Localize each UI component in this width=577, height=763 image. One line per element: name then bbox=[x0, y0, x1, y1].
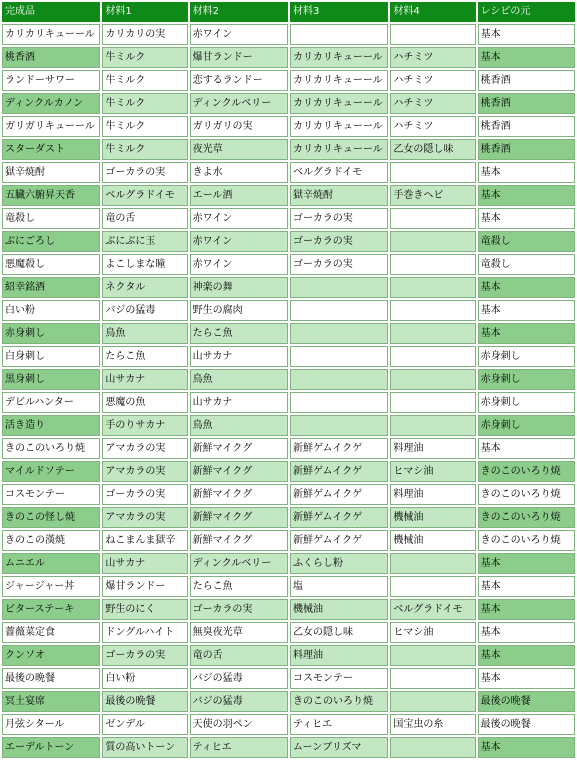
product-cell: カリカリキューール bbox=[2, 24, 100, 45]
recipe-source-cell: 基本 bbox=[478, 737, 575, 758]
material-4-cell: 機械油 bbox=[390, 530, 475, 551]
recipe-source-cell: 基本 bbox=[478, 323, 575, 344]
material-1-cell: 牛ミルク bbox=[102, 47, 187, 68]
recipe-source-cell: 桃香酒 bbox=[478, 93, 575, 114]
material-2-cell: きよ水 bbox=[190, 162, 288, 183]
material-1-cell: 山サカナ bbox=[102, 369, 187, 390]
recipe-source-cell: 基本 bbox=[478, 553, 575, 574]
product-cell: ガリガリキューール bbox=[2, 116, 100, 137]
material-1-cell: ぶにぶに玉 bbox=[102, 231, 187, 252]
table-row bbox=[2, 346, 575, 367]
material-4-cell bbox=[390, 392, 475, 413]
table-row bbox=[2, 507, 575, 528]
material-4-cell bbox=[390, 254, 475, 275]
material-4-cell: ハチミツ bbox=[390, 116, 475, 137]
material-1-cell: ねこまんま獄辛 bbox=[102, 530, 187, 551]
material-1-cell: ドングルハイト bbox=[102, 622, 187, 643]
material-1-cell: 牛ミルク bbox=[102, 116, 187, 137]
material-2-cell: ティヒエ bbox=[190, 737, 288, 758]
recipe-source-cell: 基本 bbox=[478, 47, 575, 68]
material-3-cell bbox=[290, 415, 388, 436]
recipe-source-cell: 最後の晩餐 bbox=[478, 714, 575, 735]
material-3-cell: ゴーカラの実 bbox=[290, 231, 388, 252]
product-cell: 白い粉 bbox=[2, 300, 100, 321]
material-1-cell: ゼンデル bbox=[102, 714, 187, 735]
material-4-cell: 料理油 bbox=[390, 438, 475, 459]
recipe-source-cell: 桃香酒 bbox=[478, 139, 575, 160]
material-2-cell: 天使の羽ペン bbox=[190, 714, 288, 735]
material-1-cell: 竜の舌 bbox=[102, 208, 187, 229]
product-cell: 五臓六腑昇天香 bbox=[2, 185, 100, 206]
table-row bbox=[2, 369, 575, 390]
material-3-cell: きのこのいろり焼 bbox=[290, 691, 388, 712]
header-row bbox=[2, 2, 575, 22]
material-1-cell: ゴーカラの実 bbox=[102, 484, 187, 505]
material-2-cell: 新鮮マイクグ bbox=[190, 484, 288, 505]
material-2-cell: 鳥魚 bbox=[190, 369, 288, 390]
table-row bbox=[2, 231, 575, 252]
material-1-cell: アマカラの実 bbox=[102, 461, 187, 482]
product-cell: エーデルトーン bbox=[2, 737, 100, 758]
table-row bbox=[2, 323, 575, 344]
product-cell: マイルドソテー bbox=[2, 461, 100, 482]
material-3-cell: カリカリキューール bbox=[290, 139, 388, 160]
material-2-cell: 野生の腐肉 bbox=[190, 300, 288, 321]
recipe-body bbox=[2, 24, 575, 758]
header-recipe-source: レシピの元 bbox=[478, 2, 575, 22]
material-3-cell: ゴーカラの実 bbox=[290, 254, 388, 275]
material-1-cell: たらこ魚 bbox=[102, 346, 187, 367]
material-3-cell: ムーンブリズマ bbox=[290, 737, 388, 758]
material-3-cell bbox=[290, 369, 388, 390]
product-cell: コスモンテー bbox=[2, 484, 100, 505]
material-3-cell: 新鮮ゲムイクゲ bbox=[290, 530, 388, 551]
recipe-source-cell: 桃香酒 bbox=[478, 116, 575, 137]
recipe-source-cell: 竜殺し bbox=[478, 231, 575, 252]
material-1-cell: 牛ミルク bbox=[102, 93, 187, 114]
material-1-cell: ゴーカラの実 bbox=[102, 645, 187, 666]
table-row bbox=[2, 668, 575, 689]
product-cell: ジャージャー丼 bbox=[2, 576, 100, 597]
material-4-cell bbox=[390, 737, 475, 758]
recipe-source-cell: 赤身刺し bbox=[478, 415, 575, 436]
table-row bbox=[2, 461, 575, 482]
recipe-source-cell: 最後の晩餐 bbox=[478, 691, 575, 712]
table-row bbox=[2, 116, 575, 137]
material-2-cell: 鳥魚 bbox=[190, 415, 288, 436]
material-3-cell bbox=[290, 392, 388, 413]
recipe-source-cell: 赤身刺し bbox=[478, 392, 575, 413]
product-cell: 悪魔殺し bbox=[2, 254, 100, 275]
product-cell: ディンクルカノン bbox=[2, 93, 100, 114]
product-cell: 月弦シタール bbox=[2, 714, 100, 735]
material-1-cell: 手のりサカナ bbox=[102, 415, 187, 436]
material-2-cell: ゴーカラの実 bbox=[190, 599, 288, 620]
material-3-cell bbox=[290, 300, 388, 321]
header-material-1: 材料1 bbox=[102, 2, 187, 22]
material-1-cell: 牛ミルク bbox=[102, 70, 187, 91]
material-1-cell: バジの猛毒 bbox=[102, 300, 187, 321]
material-1-cell: 山サカナ bbox=[102, 553, 187, 574]
material-1-cell: 爆甘ランドー bbox=[102, 576, 187, 597]
table-row bbox=[2, 576, 575, 597]
material-2-cell: たらこ魚 bbox=[190, 576, 288, 597]
material-4-cell: 料理油 bbox=[390, 484, 475, 505]
product-cell: 活き造り bbox=[2, 415, 100, 436]
table-row bbox=[2, 70, 575, 91]
material-4-cell bbox=[390, 208, 475, 229]
table-row bbox=[2, 714, 575, 735]
material-2-cell: 赤ワイン bbox=[190, 208, 288, 229]
recipe-source-cell: きのこのいろり焼 bbox=[478, 530, 575, 551]
product-cell: 獄辛焼酎 bbox=[2, 162, 100, 183]
table-row bbox=[2, 300, 575, 321]
material-1-cell: よこしまな瞳 bbox=[102, 254, 187, 275]
product-cell: 最後の晩餐 bbox=[2, 668, 100, 689]
material-1-cell: ゴーカラの実 bbox=[102, 162, 187, 183]
material-3-cell: 料理油 bbox=[290, 645, 388, 666]
recipe-source-cell: 基本 bbox=[478, 438, 575, 459]
material-4-cell: ベルグラドイモ bbox=[390, 599, 475, 620]
table-row bbox=[2, 553, 575, 574]
product-cell: スターダスト bbox=[2, 139, 100, 160]
material-1-cell: 最後の晩餐 bbox=[102, 691, 187, 712]
material-4-cell: 乙女の隠し味 bbox=[390, 139, 475, 160]
recipe-source-cell: 基本 bbox=[478, 668, 575, 689]
recipe-source-cell: 基本 bbox=[478, 622, 575, 643]
recipe-source-cell: 赤身刺し bbox=[478, 369, 575, 390]
material-4-cell bbox=[390, 231, 475, 252]
recipe-source-cell: 基本 bbox=[478, 162, 575, 183]
material-4-cell bbox=[390, 300, 475, 321]
header-material-4: 材料4 bbox=[390, 2, 475, 22]
product-cell: きのこの漢焼 bbox=[2, 530, 100, 551]
product-cell: デビルハンター bbox=[2, 392, 100, 413]
material-3-cell: 乙女の隠し味 bbox=[290, 622, 388, 643]
header-product: 完成品 bbox=[2, 2, 100, 22]
material-1-cell: 悪魔の魚 bbox=[102, 392, 187, 413]
table-row bbox=[2, 208, 575, 229]
material-2-cell: 赤ワイン bbox=[190, 231, 288, 252]
material-4-cell bbox=[390, 645, 475, 666]
material-2-cell: 赤ワイン bbox=[190, 254, 288, 275]
product-cell: 黒身刺し bbox=[2, 369, 100, 390]
table-row bbox=[2, 254, 575, 275]
material-4-cell: ハチミツ bbox=[390, 47, 475, 68]
product-cell: 白身刺し bbox=[2, 346, 100, 367]
table-row bbox=[2, 484, 575, 505]
material-3-cell: ベルグラドイモ bbox=[290, 162, 388, 183]
table-row bbox=[2, 24, 575, 45]
material-3-cell: 新鮮ゲムイクゲ bbox=[290, 484, 388, 505]
material-1-cell: カリカリの実 bbox=[102, 24, 187, 45]
material-3-cell bbox=[290, 323, 388, 344]
product-cell: 冥土宴席 bbox=[2, 691, 100, 712]
material-3-cell: ゴーカラの実 bbox=[290, 208, 388, 229]
recipe-source-cell: 基本 bbox=[478, 300, 575, 321]
product-cell: ビターステーキ bbox=[2, 599, 100, 620]
material-1-cell: 白い粉 bbox=[102, 668, 187, 689]
table-row bbox=[2, 47, 575, 68]
material-2-cell: ガリガリの実 bbox=[190, 116, 288, 137]
material-1-cell: ベルグラドイモ bbox=[102, 185, 187, 206]
recipe-source-cell: 基本 bbox=[478, 599, 575, 620]
recipe-source-cell: 基本 bbox=[478, 277, 575, 298]
material-4-cell bbox=[390, 691, 475, 712]
product-cell: きのこの怪し焼 bbox=[2, 507, 100, 528]
material-3-cell: 獄辛焼酎 bbox=[290, 185, 388, 206]
material-2-cell: 夜光草 bbox=[190, 139, 288, 160]
material-2-cell: 赤ワイン bbox=[190, 24, 288, 45]
table-row bbox=[2, 93, 575, 114]
material-4-cell bbox=[390, 346, 475, 367]
material-3-cell: カリカリキューール bbox=[290, 47, 388, 68]
material-2-cell: 爆甘ランドー bbox=[190, 47, 288, 68]
material-2-cell: ディンクルベリー bbox=[190, 93, 288, 114]
table-row bbox=[2, 139, 575, 160]
material-4-cell bbox=[390, 369, 475, 390]
material-2-cell: たらこ魚 bbox=[190, 323, 288, 344]
recipe-source-cell: 基本 bbox=[478, 185, 575, 206]
material-2-cell: バジの猛毒 bbox=[190, 691, 288, 712]
recipe-source-cell: 桃香酒 bbox=[478, 70, 575, 91]
material-4-cell bbox=[390, 24, 475, 45]
material-3-cell bbox=[290, 277, 388, 298]
material-3-cell: カリカリキューール bbox=[290, 93, 388, 114]
recipe-source-cell: 基本 bbox=[478, 24, 575, 45]
material-4-cell: 手巻きヘビ bbox=[390, 185, 475, 206]
material-2-cell: 神楽の舞 bbox=[190, 277, 288, 298]
product-cell: きのこのいろり焼 bbox=[2, 438, 100, 459]
material-4-cell: ハチミツ bbox=[390, 93, 475, 114]
recipe-source-cell: 竜殺し bbox=[478, 254, 575, 275]
material-1-cell: アマカラの実 bbox=[102, 507, 187, 528]
product-cell: 薔薇菜定食 bbox=[2, 622, 100, 643]
material-4-cell bbox=[390, 415, 475, 436]
material-4-cell: ヒマシ油 bbox=[390, 622, 475, 643]
material-3-cell: ティヒエ bbox=[290, 714, 388, 735]
recipe-source-cell: きのこのいろり焼 bbox=[478, 461, 575, 482]
material-3-cell: 塩 bbox=[290, 576, 388, 597]
material-4-cell bbox=[390, 576, 475, 597]
product-cell: ムニエル bbox=[2, 553, 100, 574]
material-2-cell: 新鮮マイクグ bbox=[190, 507, 288, 528]
material-2-cell: バジの猛毒 bbox=[190, 668, 288, 689]
material-4-cell: ハチミツ bbox=[390, 70, 475, 91]
recipe-source-cell: 基本 bbox=[478, 208, 575, 229]
material-1-cell: 鳥魚 bbox=[102, 323, 187, 344]
material-2-cell: 無臭夜光草 bbox=[190, 622, 288, 643]
material-1-cell: ネクタル bbox=[102, 277, 187, 298]
material-4-cell bbox=[390, 553, 475, 574]
recipe-source-cell: 赤身刺し bbox=[478, 346, 575, 367]
material-2-cell: 新鮮マイクグ bbox=[190, 461, 288, 482]
material-4-cell bbox=[390, 277, 475, 298]
material-3-cell: コスモンテー bbox=[290, 668, 388, 689]
material-4-cell: 国宝虫の糸 bbox=[390, 714, 475, 735]
product-cell: ランドーサワー bbox=[2, 70, 100, 91]
product-cell: クンソオ bbox=[2, 645, 100, 666]
table-row bbox=[2, 645, 575, 666]
table-row bbox=[2, 162, 575, 183]
material-3-cell: 新鮮ゲムイクゲ bbox=[290, 507, 388, 528]
recipe-source-cell: 基本 bbox=[478, 645, 575, 666]
material-2-cell: 恋するランドー bbox=[190, 70, 288, 91]
product-cell: 竜殺し bbox=[2, 208, 100, 229]
material-3-cell bbox=[290, 24, 388, 45]
table-row bbox=[2, 599, 575, 620]
recipe-source-cell: きのこのいろり焼 bbox=[478, 484, 575, 505]
table-row bbox=[2, 438, 575, 459]
table-row bbox=[2, 277, 575, 298]
material-2-cell: 新鮮マイクグ bbox=[190, 438, 288, 459]
material-2-cell: 竜の舌 bbox=[190, 645, 288, 666]
material-3-cell: カリカリキューール bbox=[290, 116, 388, 137]
table-row bbox=[2, 185, 575, 206]
material-2-cell: 山サカナ bbox=[190, 392, 288, 413]
product-cell: 赤身刺し bbox=[2, 323, 100, 344]
material-3-cell: 新鮮ゲムイクゲ bbox=[290, 461, 388, 482]
header-material-3: 材料3 bbox=[290, 2, 388, 22]
material-1-cell: 質の高いトーン bbox=[102, 737, 187, 758]
material-2-cell: ディンクルベリー bbox=[190, 553, 288, 574]
recipe-source-cell: きのこのいろり焼 bbox=[478, 507, 575, 528]
material-3-cell: ふくらし粉 bbox=[290, 553, 388, 574]
material-4-cell bbox=[390, 323, 475, 344]
product-cell: 紹幸銘酒 bbox=[2, 277, 100, 298]
material-1-cell: 野生のにく bbox=[102, 599, 187, 620]
material-4-cell: ヒマシ油 bbox=[390, 461, 475, 482]
table-row bbox=[2, 737, 575, 758]
material-3-cell bbox=[290, 346, 388, 367]
table-row bbox=[2, 622, 575, 643]
material-3-cell: 新鮮ゲムイクゲ bbox=[290, 438, 388, 459]
material-3-cell: カリカリキューール bbox=[290, 70, 388, 91]
header-material-2: 材料2 bbox=[190, 2, 288, 22]
product-cell: 桃香酒 bbox=[2, 47, 100, 68]
material-2-cell: エール酒 bbox=[190, 185, 288, 206]
material-1-cell: アマカラの実 bbox=[102, 438, 187, 459]
material-4-cell bbox=[390, 162, 475, 183]
table-row bbox=[2, 530, 575, 551]
material-1-cell: 牛ミルク bbox=[102, 139, 187, 160]
table-row bbox=[2, 691, 575, 712]
material-2-cell: 山サカナ bbox=[190, 346, 288, 367]
material-2-cell: 新鮮マイクグ bbox=[190, 530, 288, 551]
product-cell: ぶにごろし bbox=[2, 231, 100, 252]
recipe-source-cell: 基本 bbox=[478, 576, 575, 597]
material-4-cell: 機械油 bbox=[390, 507, 475, 528]
material-3-cell: 機械油 bbox=[290, 599, 388, 620]
material-4-cell bbox=[390, 668, 475, 689]
table-row bbox=[2, 415, 575, 436]
table-row bbox=[2, 392, 575, 413]
